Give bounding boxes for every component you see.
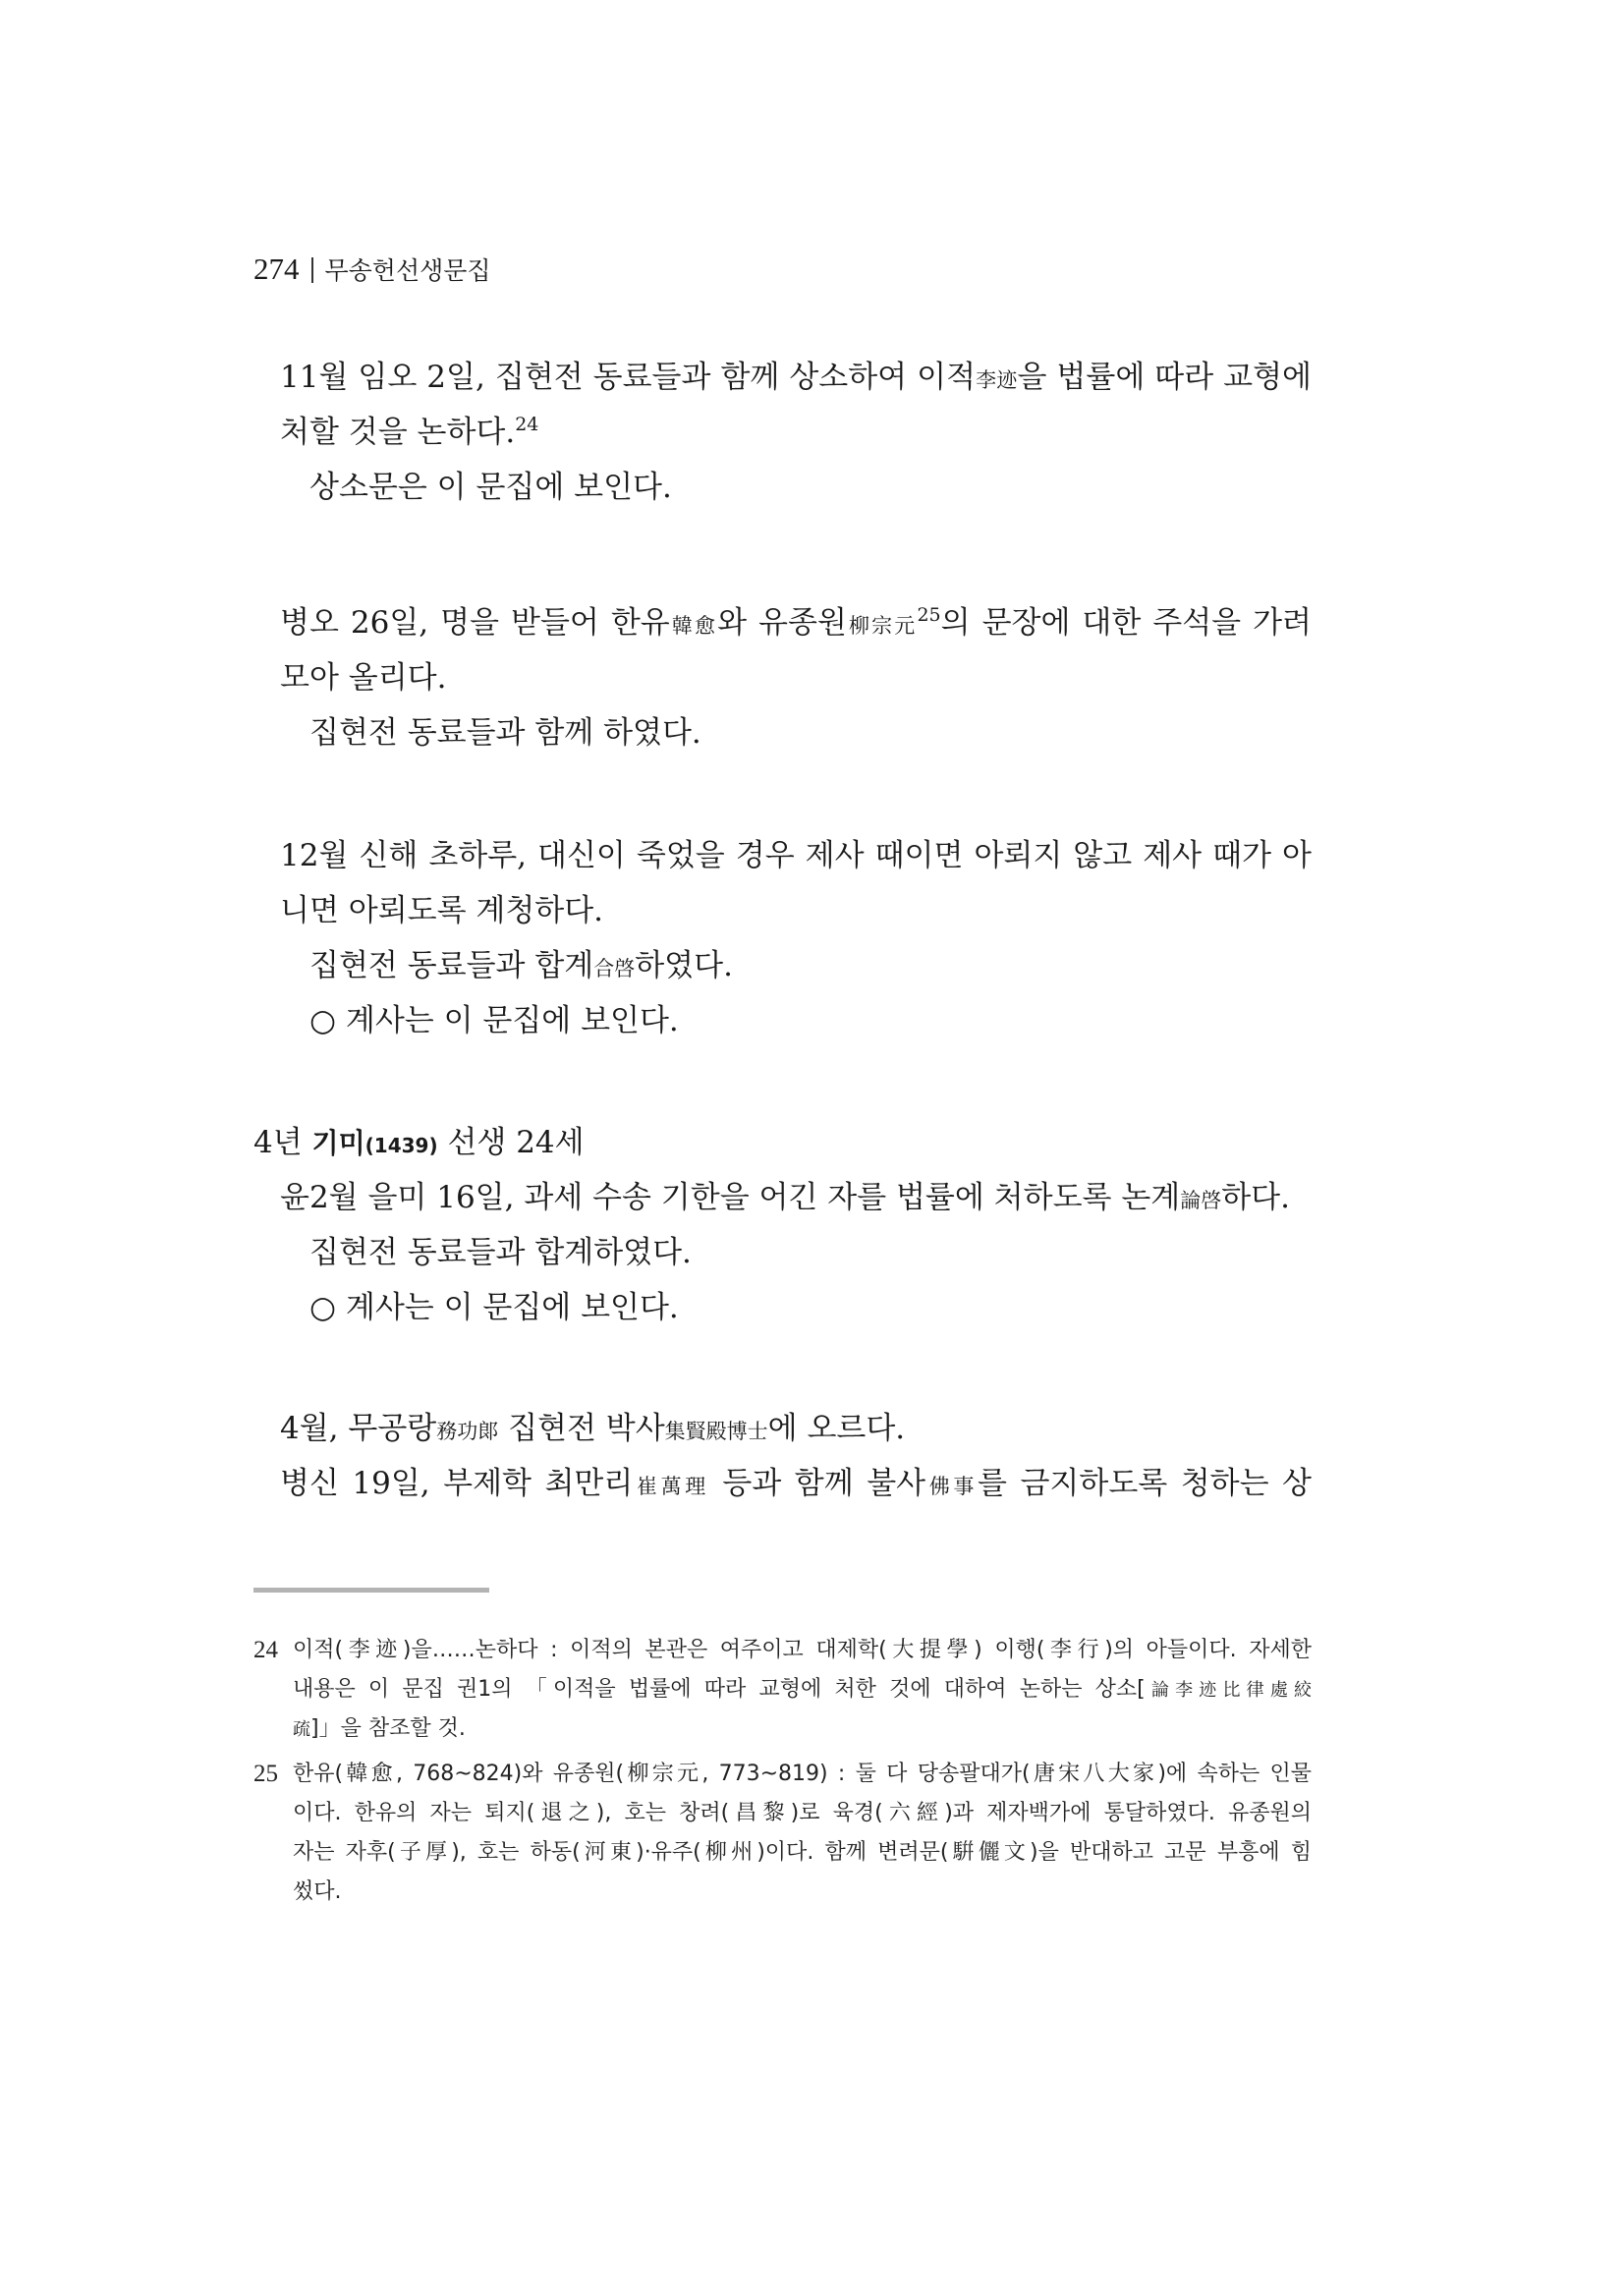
footnote-number: 25 <box>253 1761 278 1787</box>
entry-line <box>280 405 1312 460</box>
entry-line <box>280 1456 1312 1511</box>
year-heading <box>253 1115 585 1173</box>
entry-line: 니면 아뢰도록 계청하다. <box>280 893 604 928</box>
text-run: 병신 19일, 부제학 최만리 <box>280 1466 634 1501</box>
hanja-gloss: 務功郞 <box>436 1420 499 1443</box>
hanja-gloss: 柳宗元 <box>846 614 918 638</box>
text-run: 4년 <box>253 1125 312 1160</box>
text-run: 집현전 박사 <box>498 1411 665 1446</box>
text-run: 하였다. <box>635 948 733 983</box>
text-run: 를 금지하도록 청하는 상 <box>978 1466 1312 1501</box>
hanja-gloss: 疏 <box>293 1719 310 1740</box>
book-title: 무송헌선생문집 <box>324 256 491 285</box>
text-run: 내용은 이 문집 권1의 「이적을 법률에 따라 교형에 처한 것에 대하여 논하는 상소[ <box>293 1677 1146 1702</box>
header-divider <box>311 257 313 283</box>
text-run: 윤2월 을미 16일, 과세 수송 기한을 어긴 자를 법률에 처하도록 논계 <box>280 1180 1181 1215</box>
entry-note: 집현전 동료들과 함께 하였다. <box>309 715 701 751</box>
entry-line: 12월 신해 초하루, 대신이 죽었을 경우 제사 때이면 아뢰지 않고 제사 때가 아 <box>280 838 1312 873</box>
text-run: 병오 26일, 명을 받들어 한유 <box>280 605 670 641</box>
year-number: (1439) <box>364 1134 438 1157</box>
page-number: 274 <box>253 252 300 286</box>
entry-line <box>280 595 1312 650</box>
hanja-gloss: 論啓 <box>1180 1189 1222 1212</box>
footnote-line <box>293 1709 1312 1749</box>
entry-line <box>280 350 1312 405</box>
footnote-line: 이적(李迹)을……논하다 : 이적의 본관은 여주이고 대제학(大提學) 이행(李行)의 아들이다. 자세한 <box>293 1638 1312 1662</box>
text-run: 에 오르다. <box>767 1411 906 1446</box>
entry-note: 집현전 동료들과 합계하였다. <box>309 1235 692 1270</box>
footnote-25 <box>253 1755 1312 1912</box>
hanja-gloss: 論李迹比律處絞 <box>1145 1680 1313 1701</box>
text-run: 집현전 동료들과 합계 <box>309 948 594 983</box>
footnote-number: 24 <box>253 1637 278 1663</box>
entry-note: 상소문은 이 문집에 보인다. <box>309 470 672 505</box>
year-name: 기미 <box>311 1127 365 1159</box>
text-run: 을 법률에 따라 교형에 <box>1017 360 1313 395</box>
text-run: 의 문장에 대한 주석을 가려 <box>940 605 1313 641</box>
entry-april <box>280 1401 1312 1511</box>
footnote-line: 썼다. <box>293 1879 342 1904</box>
text-run: 하다. <box>1221 1180 1290 1215</box>
footnote-line: 한유(韓愈, 768~824)와 유종원(柳宗元, 773~819) : 둘 다 당송팔대가(唐宋八大家)에 속하는 인물 <box>293 1762 1312 1786</box>
entry-note <box>280 938 1312 993</box>
footnote-line: 이다. 한유의 자는 퇴지(退之), 호는 창려(昌黎)로 육경(六經)과 제자백가에 통달하였다. 유종원의 <box>293 1801 1312 1825</box>
footnotes <box>253 1631 1312 1912</box>
footnote-24 <box>253 1631 1312 1749</box>
hanja-gloss: 合啓 <box>593 957 636 980</box>
entry-note: ○ 계사는 이 문집에 보인다. <box>309 1290 679 1325</box>
hanja-gloss: 崔萬理 <box>633 1475 709 1498</box>
footnote-ref-24[interactable]: 24 <box>515 414 539 435</box>
entry-line <box>280 1401 1312 1456</box>
text-run: ]」을 참조할 것. <box>310 1716 466 1741</box>
text-run: 처할 것을 논하다. <box>280 415 516 450</box>
text-run: 11월 임오 2일, 집현전 동료들과 함께 상소하여 이적 <box>280 360 977 395</box>
footnote-line: 자는 자후(子厚), 호는 하동(河東)·유주(柳州)이다. 함께 변려문(騈儷文)을 반대하고 고문 부흥에 힘 <box>293 1840 1312 1865</box>
hanja-gloss: 佛事 <box>925 1475 979 1498</box>
hanja-gloss: 集賢殿博士 <box>664 1420 768 1443</box>
entry-note: ○ 계사는 이 문집에 보인다. <box>309 1003 679 1038</box>
footnote-line <box>293 1670 1312 1709</box>
footnote-rule <box>253 1588 489 1593</box>
text-run: 등과 함께 불사 <box>708 1466 926 1501</box>
text-run: 선생 24세 <box>437 1125 585 1160</box>
footnote-ref-25[interactable]: 25 <box>917 604 941 626</box>
entry-december-sinhae <box>280 828 1312 1048</box>
entry-line: 모아 올리다. <box>280 660 447 696</box>
running-head <box>253 250 491 291</box>
text-run: 4월, 무공랑 <box>280 1411 437 1446</box>
hanja-gloss: 李迹 <box>976 368 1018 392</box>
text-run: 와 유종원 <box>717 605 847 641</box>
entry-november-imo <box>280 350 1312 515</box>
entry-byeongo <box>280 595 1312 760</box>
entry-leap-february <box>280 1170 1312 1335</box>
hanja-gloss: 韓愈 <box>669 614 718 638</box>
entry-line <box>280 1170 1312 1225</box>
